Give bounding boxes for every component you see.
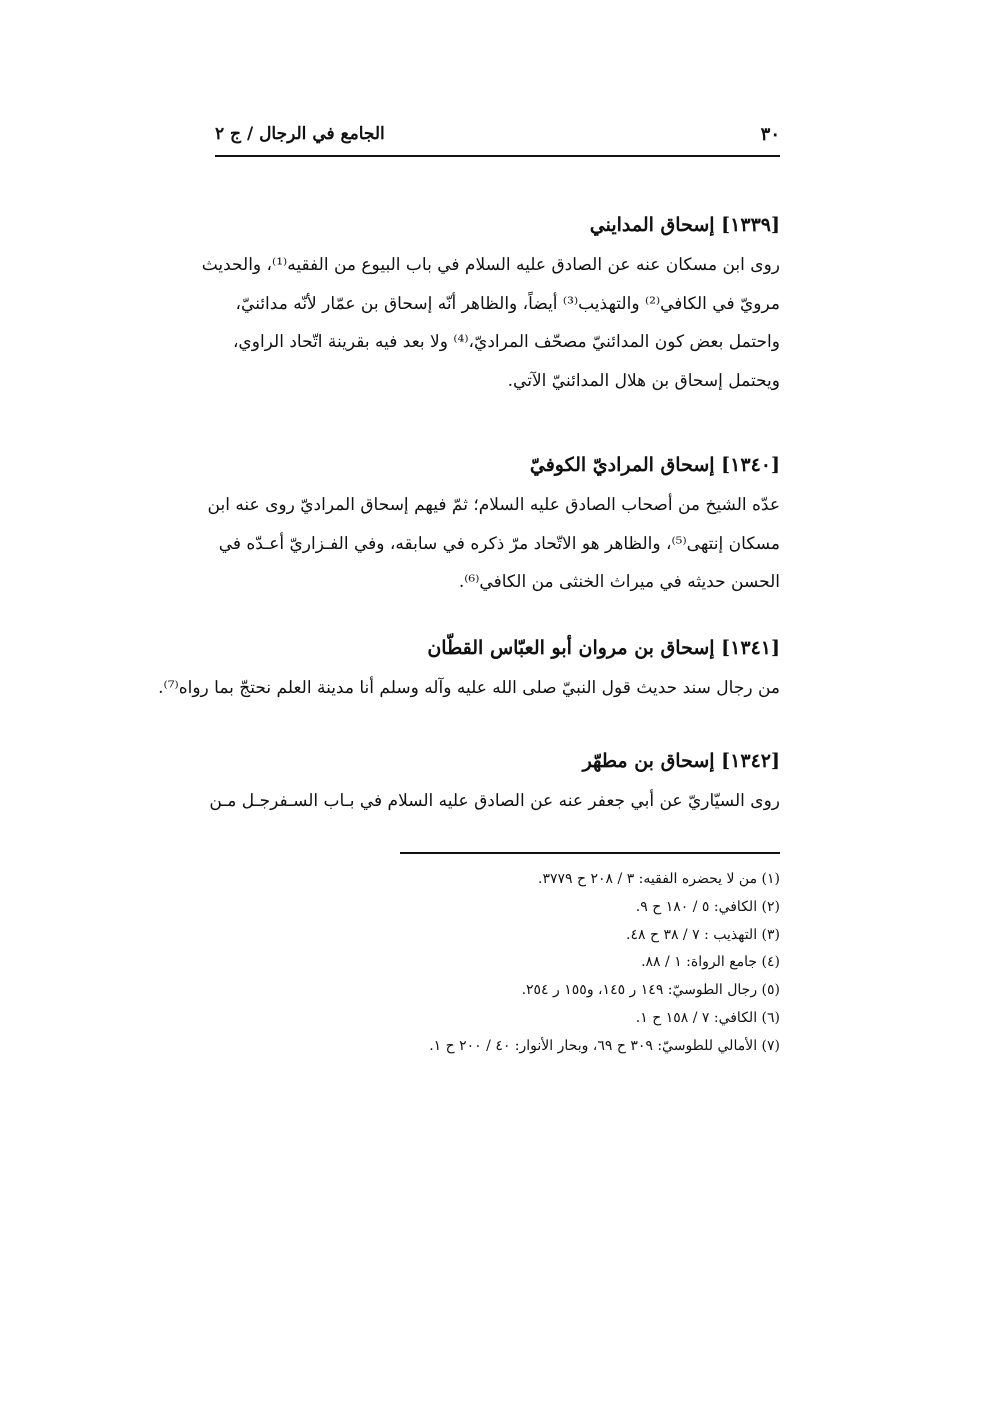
body-line: واحتمل بعض كون المدائنيّ مصحّف المراديّ،⁽⁴⁾ ولا بعد فيه بقرينة اتّحاد الراوي،	[232, 332, 780, 352]
footnote: (٢) الكافي: ٥ / ١٨٠ ح ٩.	[635, 898, 780, 915]
entry-heading: [١٣٤٢] إسحاق بن مطهّر	[582, 750, 780, 772]
header-rule	[215, 155, 780, 157]
body-line: من رجال سند حديث قول النبيّ صلى الله عليه وآله وسلم أنا مدينة العلم نحتجّ بما رواه⁽⁷⁾.	[158, 678, 780, 698]
footnote: (٥) رجال الطوسيّ: ١٤٩ ر ١٤٥، و١٥٥ ر ٢٥٤.	[521, 982, 780, 999]
body-line: روى السيّاريّ عن أبي جعفر عنه عن الصادق عليه السلام في بـاب السـفرجـل مـن	[209, 791, 780, 811]
entry-heading: [١٣٣٩] إسحاق المدايني	[589, 214, 780, 236]
entry-body	[209, 782, 780, 821]
entry-1340	[207, 450, 780, 602]
body-line: عدّه الشيخ من أصحاب الصادق عليه السلام؛ ثمّ فيهم إسحاق المراديّ روى عنه ابن	[207, 495, 780, 515]
entry-heading: [١٣٤٠] إسحاق المراديّ الكوفيّ	[529, 454, 780, 476]
entry-body	[158, 669, 780, 708]
entry-heading: [١٣٤١] إسحاق بن مروان أبو العبّاس القطّان	[427, 637, 780, 659]
running-title: الجامع في الرجال / ج ٢	[215, 124, 385, 144]
body-line: روى ابن مسكان عنه عن الصادق عليه السلام في باب البيوع من الفقيه⁽¹⁾، والحديث	[201, 255, 780, 275]
page-number: ٣٠	[760, 124, 780, 145]
body-line: الحسن حديثه في ميراث الخنثى من الكافي⁽⁶⁾.	[458, 572, 780, 592]
entry-body	[201, 246, 780, 400]
footnote: (١) من لا يحضره الفقيه: ٣ / ٢٠٨ ح ٣٧٧٩.	[538, 871, 780, 887]
entry-1341	[158, 633, 780, 708]
entry-body	[207, 486, 780, 602]
book-page	[158, 0, 780, 1403]
body-line: ويحتمل إسحاق بن هلال المدائنيّ الآتي.	[507, 370, 780, 391]
footnote: (٣) التهذيب : ٧ / ٣٨ ح ٤٨.	[626, 926, 780, 943]
body-line: مسكان إنتهى⁽⁵⁾، والظاهر هو الاتّحاد مرّ ذكره في سابقه، وفي الفـزاريّ أعـدّه في	[218, 533, 780, 554]
footnote: (٧) الأمالي للطوسيّ: ٣٠٩ ح ٦٩، وبحار الأنوار: ٤٠ / ٢٠٠ ح ١.	[429, 1037, 780, 1054]
page-header	[215, 120, 780, 152]
entry-1339	[201, 210, 780, 400]
entry-1342	[209, 746, 780, 821]
footnote-separator	[400, 852, 780, 854]
body-line: مرويّ في الكافي⁽²⁾ والتهذيب⁽³⁾ أيضاً، والظاهر أنّه إسحاق بن عمّار لأنّه مدائنيّ،	[235, 293, 780, 314]
footnotes-list	[215, 866, 780, 1061]
footnote: (٤) جامع الرواة: ١ / ٨٨.	[641, 954, 780, 971]
footnote: (٦) الكافي: ٧ / ١٥٨ ح ١.	[635, 1009, 780, 1026]
